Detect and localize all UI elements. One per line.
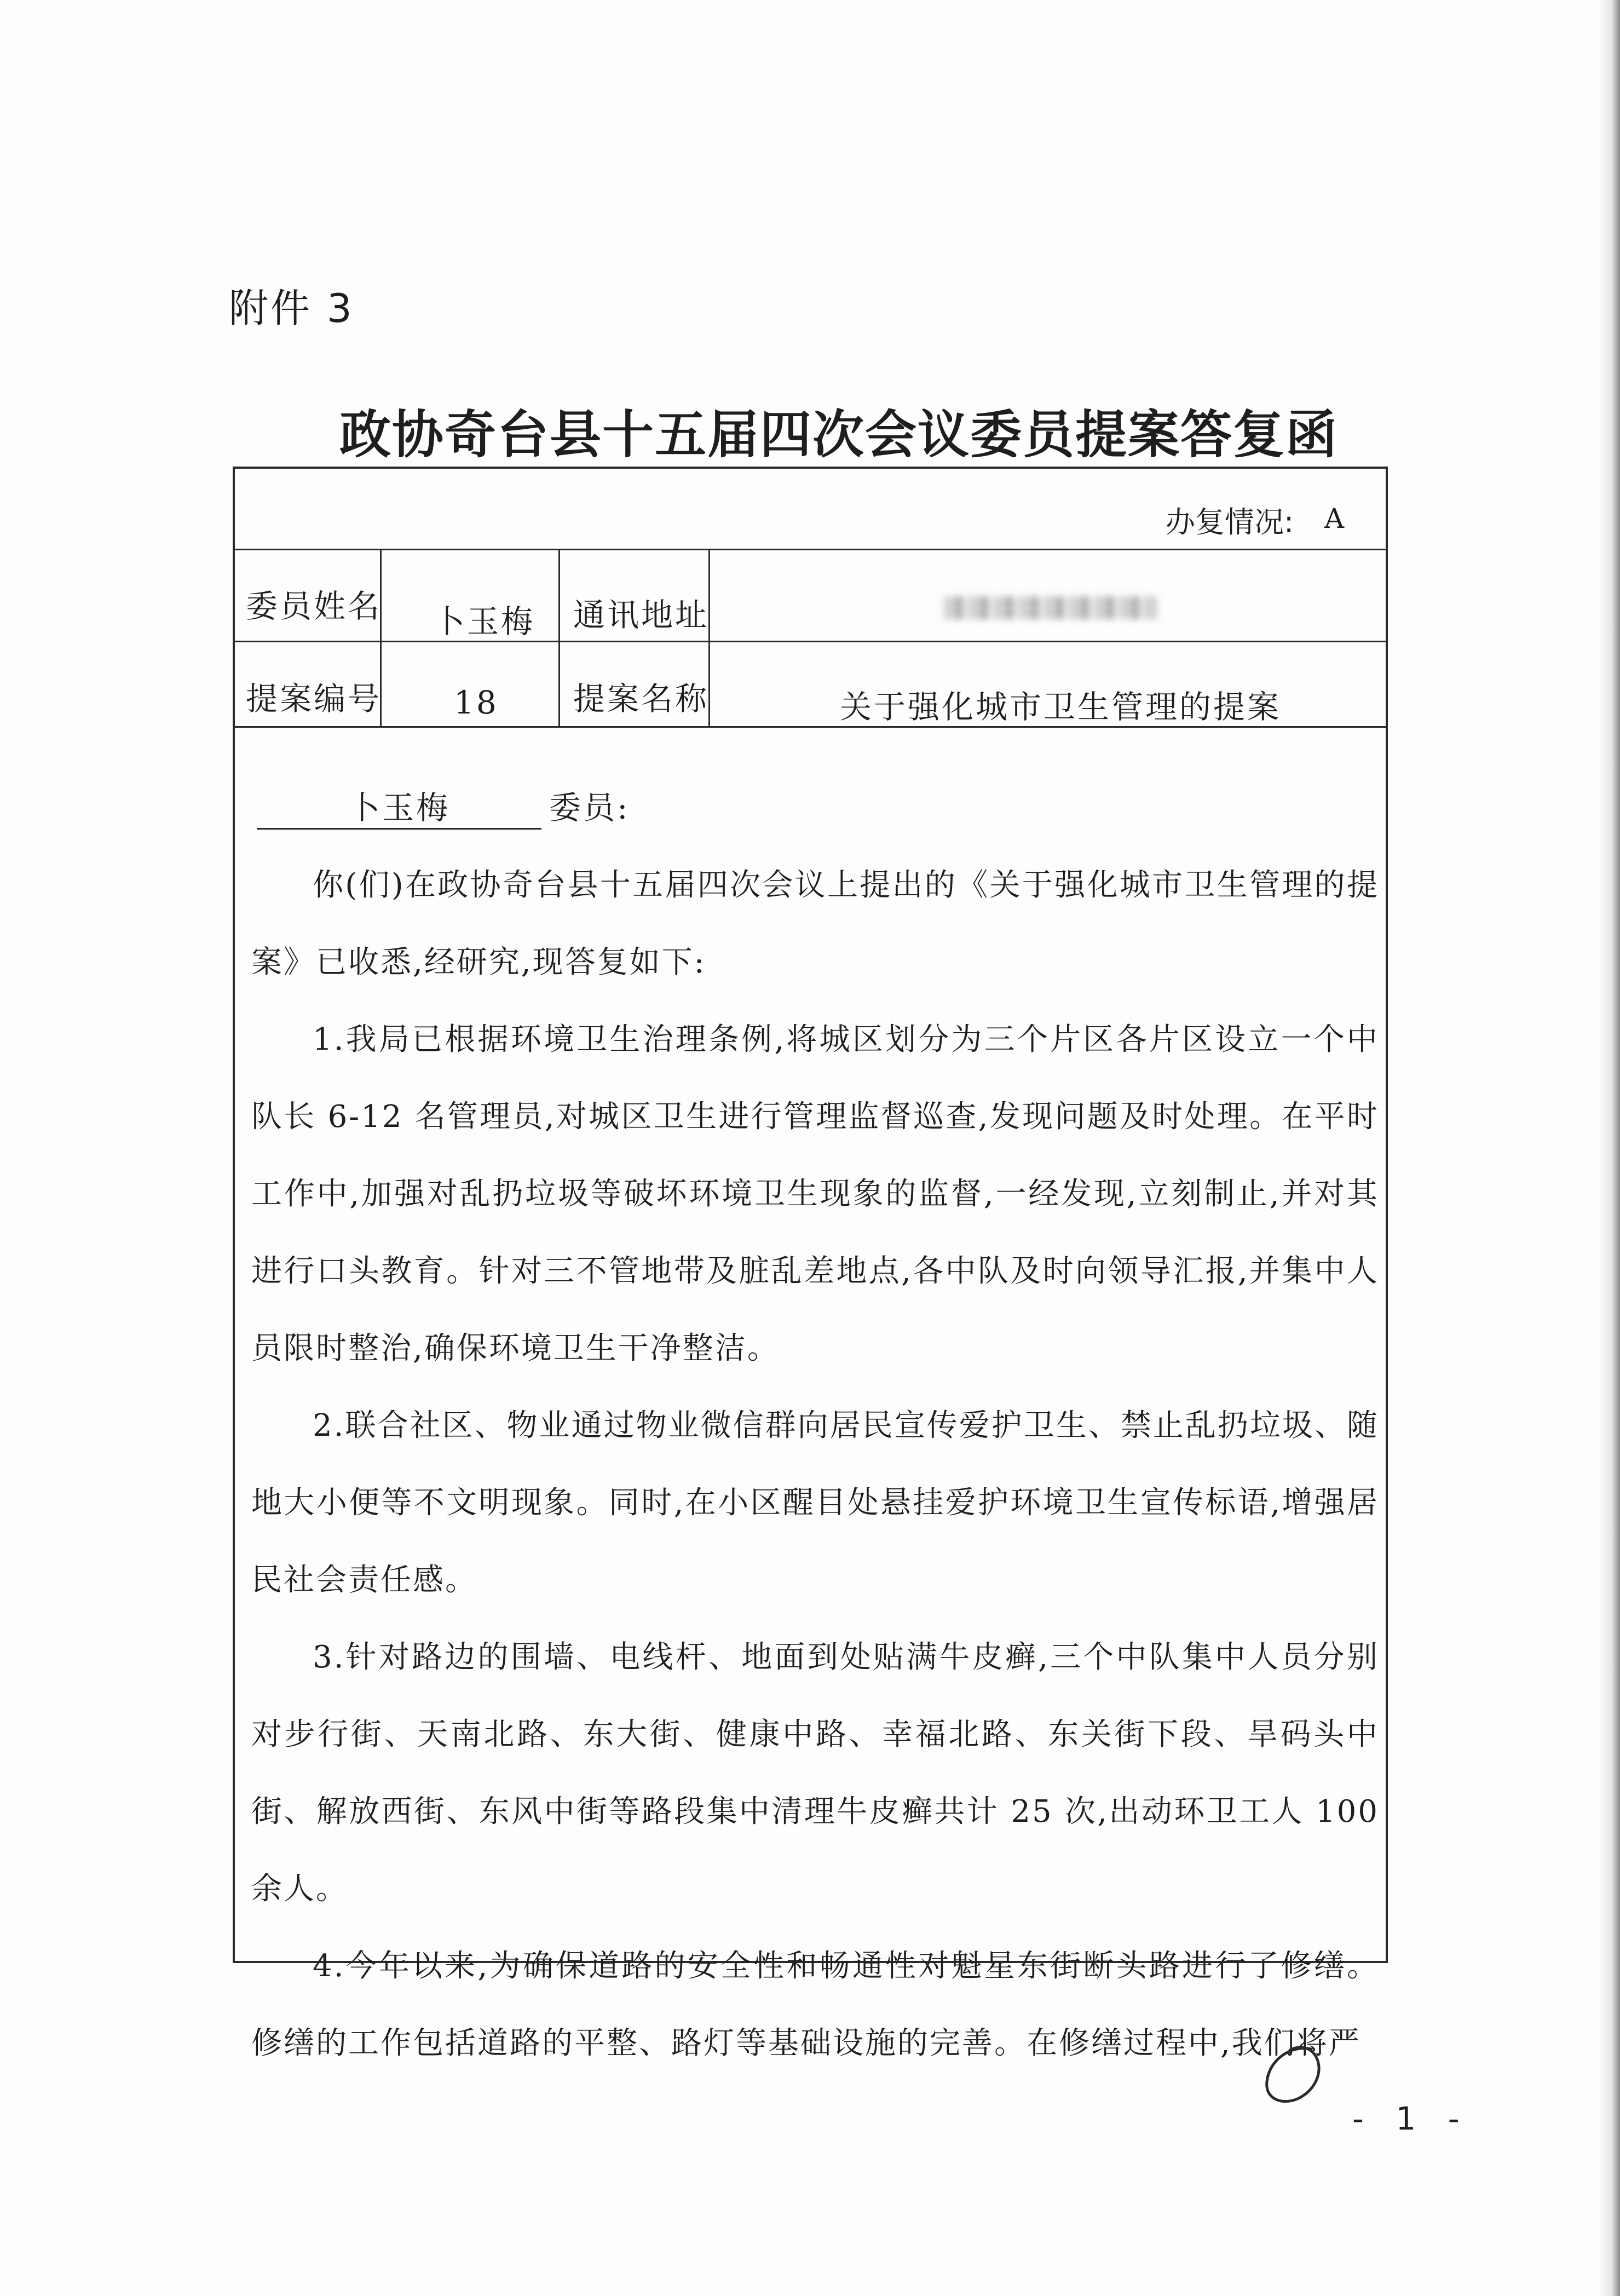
attachment-label: 附件 3 (229, 285, 354, 331)
status-value: A (1324, 503, 1345, 534)
reply-paragraph: 2.联合社区、物业通过物业微信群向居民宣传爱护卫生、禁止乱扔垃圾、随地大小便等不文明现象。同时,在小区醒目处悬挂爱护环境卫生宣传标语,增强居民社会责任感。 (251, 1408, 1379, 1598)
proposal-name-value: 关于强化城市卫生管理的提案 (840, 688, 1282, 726)
reply-paragraph: 4.今年以来,为确保道路的安全性和畅通性对魁星东街断头路进行了修缮。修缮的工作包括道路的平整、路灯等基础设施的完善。在修缮过程中,我们将严 (251, 1948, 1379, 2061)
proposal-number-value: 18 (454, 684, 499, 721)
proposal-number-label: 提案编号 (246, 680, 382, 717)
address-label: 通讯地址 (573, 596, 710, 634)
circle-mark-icon (1259, 2042, 1330, 2111)
reply-body (251, 847, 1379, 2082)
member-name-value: 卜玉梅 (433, 603, 535, 640)
member-name-label: 委员姓名 (246, 588, 382, 625)
page-number: - 1 - (1352, 2100, 1471, 2137)
reply-paragraph: 你(们)在政协奇台县十五届四次会议上提出的《关于强化城市卫生管理的提案》已收悉,经研究,现答复如下: (251, 867, 1379, 980)
addressee-name: 卜玉梅 (257, 782, 541, 830)
form-col-divider (558, 549, 560, 726)
addressee-suffix: 委员: (549, 789, 630, 826)
form-row-divider (235, 549, 1386, 550)
scan-edge-shadow (1599, 0, 1620, 2296)
proposal-reply-form (233, 467, 1388, 2061)
form-row-divider (235, 641, 1386, 642)
proposal-name-label: 提案名称 (573, 680, 710, 717)
document-title: 政协奇台县十五届四次会议委员提案答复函 (339, 405, 1339, 465)
reply-paragraph: 1.我局已根据环境卫生治理条例,将城区划分为三个片区各片区设立一个中队长 6-12 名管理员,对城区卫生进行管理监督巡查,发现问题及时处理。在平时工作中,加强对乱扔垃圾等破坏环境卫生现象的监督,一经发现,立刻制止,并对其进行口头教育。针对三不管地带及脏乱差地点,各中队及时向领导汇报,并集中人员限时整治,确保环境卫生干净整洁。 (251, 1022, 1379, 1366)
addressee-line (257, 782, 630, 830)
reply-paragraph: 3.针对路边的围墙、电线杆、地面到处贴满牛皮癣,三个中队集中人员分别对步行街、天南北路、东大街、健康中路、幸福北路、东关街下段、旱码头中街、解放西街、东风中街等路段集中清理牛皮癣共计 25 次,出动环卫工人 100 余人。 (251, 1639, 1379, 1907)
status-label: 办复情况: (1166, 505, 1294, 539)
address-value-redacted (944, 596, 1157, 619)
